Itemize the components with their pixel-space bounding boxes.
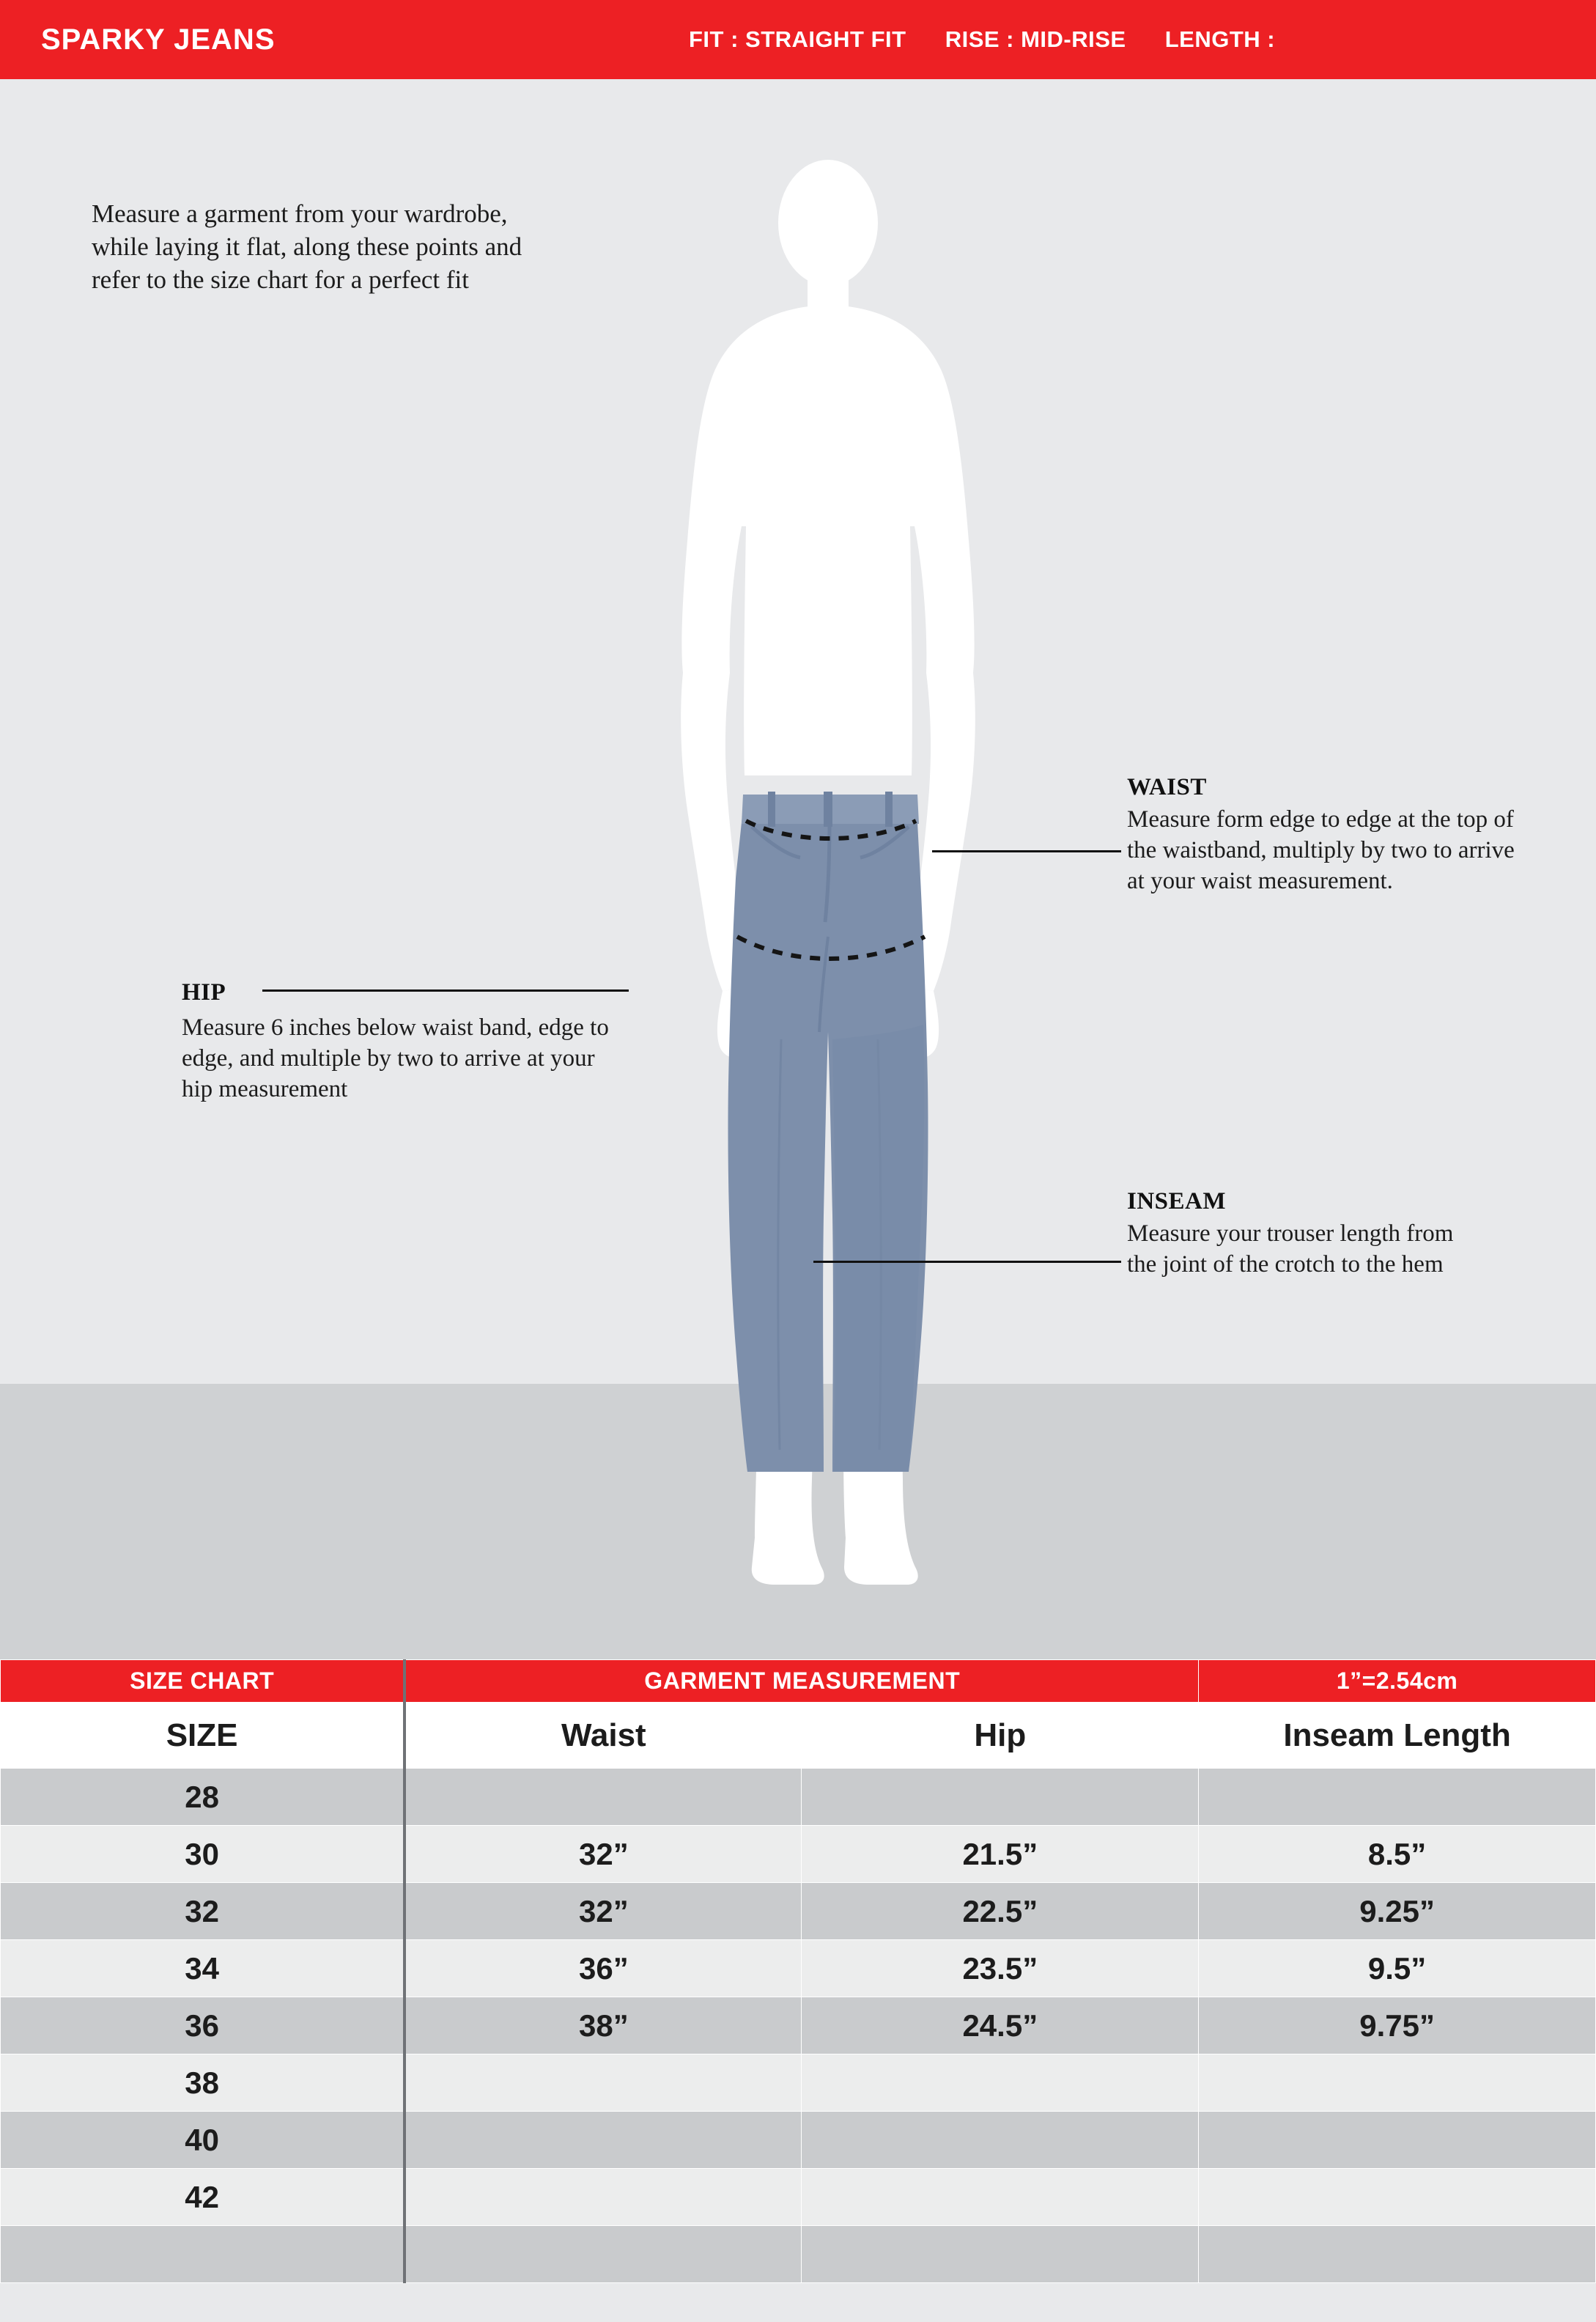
spec-length: LENGTH :: [1164, 26, 1276, 52]
banner-cell-conversion: 1”=2.54cm: [1199, 1660, 1596, 1703]
callout-inseam: [1127, 1188, 1471, 1280]
table-row: [1, 2112, 1596, 2169]
callout-waist-body: Measure form edge to edge at the top of the waistband, multiply by two to arrive at your waist measurement.: [1127, 806, 1515, 895]
mannequin-figure: [572, 160, 1085, 1589]
cell-size: 36: [1, 1997, 405, 2054]
cell-hip: 23.5”: [802, 1940, 1199, 1997]
cell-hip: [802, 1769, 1199, 1826]
cell-hip: 24.5”: [802, 1997, 1199, 2054]
table-row: [1, 1883, 1596, 1940]
cell-waist: 38”: [404, 1997, 802, 2054]
cell-inseam: 9.5”: [1199, 1940, 1596, 1997]
cell-hip: 21.5”: [802, 1826, 1199, 1883]
callout-hip-title: HIP: [182, 979, 226, 1006]
cell-size: 34: [1, 1940, 405, 1997]
cell-inseam: 9.75”: [1199, 1997, 1596, 2054]
spec-fit: FIT : STRAIGHT FIT: [689, 26, 906, 52]
callout-inseam-body: Measure your trouser length from the joint of the crotch to the hem: [1127, 1220, 1454, 1278]
cell-hip: [802, 2169, 1199, 2226]
cell-size: 40: [1, 2112, 405, 2169]
cell-blank: [1, 2226, 405, 2283]
brand-title: SPARKY JEANS: [41, 23, 276, 56]
size-chart-table: [0, 1659, 1596, 2283]
cell-blank: [404, 2226, 802, 2283]
cell-size: 38: [1, 2054, 405, 2112]
cell-inseam: [1199, 2054, 1596, 2112]
illustration-stage: [0, 79, 1596, 1659]
cell-inseam: 8.5”: [1199, 1826, 1596, 1883]
spec-rise: RISE : MID-RISE: [945, 26, 1126, 52]
cell-inseam: [1199, 1769, 1596, 1826]
callout-hip-body: Measure 6 inches below waist band, edge to edge, and multiple by two to arrive at your hip measurement: [182, 1014, 609, 1103]
callout-waist-title: WAIST: [1127, 774, 1207, 800]
cell-size: 32: [1, 1883, 405, 1940]
table-row: [1, 1997, 1596, 2054]
banner-cell-size-chart: SIZE CHART: [1, 1660, 405, 1703]
table-header-row: [1, 1703, 1596, 1769]
cell-inseam: 9.25”: [1199, 1883, 1596, 1940]
cell-hip: [802, 2054, 1199, 2112]
page-header: [0, 0, 1596, 79]
inseam-leader-line: [813, 1261, 1121, 1263]
cell-waist: 32”: [404, 1826, 802, 1883]
cell-waist: [404, 2054, 802, 2112]
callout-waist: [1127, 774, 1537, 897]
table-row: [1, 1826, 1596, 1883]
table-row: [1, 1940, 1596, 1997]
col-header-hip: Hip: [802, 1703, 1199, 1769]
table-footer-row: [1, 2226, 1596, 2283]
waist-leader-line: [932, 850, 1121, 852]
garment-spec-strip: [689, 26, 1307, 53]
banner-cell-garment-measurement: GARMENT MEASUREMENT: [404, 1660, 1198, 1703]
mannequin-svg: [572, 160, 1085, 1589]
cell-size: 28: [1, 1769, 405, 1826]
col-header-size: SIZE: [1, 1703, 405, 1769]
cell-size: 42: [1, 2169, 405, 2226]
cell-hip: [802, 2112, 1199, 2169]
table-row: [1, 2054, 1596, 2112]
jeans-graphic: [728, 792, 928, 1472]
callout-inseam-title: INSEAM: [1127, 1188, 1227, 1215]
intro-instructions: Measure a garment from your wardrobe, while laying it flat, along these points and refer to the size chart for a perfect fit: [92, 199, 522, 294]
cell-inseam: [1199, 2112, 1596, 2169]
table-banner-row: [1, 1660, 1596, 1703]
col-header-waist: Waist: [404, 1703, 802, 1769]
cell-waist: [404, 1769, 802, 1826]
cell-blank: [802, 2226, 1199, 2283]
cell-waist: [404, 2169, 802, 2226]
col-header-inseam: Inseam Length: [1199, 1703, 1596, 1769]
callout-hip: [182, 979, 621, 1105]
table-row: [1, 1769, 1596, 1826]
cell-size: 30: [1, 1826, 405, 1883]
cell-waist: 32”: [404, 1883, 802, 1940]
table-row: [1, 2169, 1596, 2226]
cell-hip: 22.5”: [802, 1883, 1199, 1940]
cell-waist: 36”: [404, 1940, 802, 1997]
cell-waist: [404, 2112, 802, 2169]
cell-inseam: [1199, 2169, 1596, 2226]
cell-blank: [1199, 2226, 1596, 2283]
